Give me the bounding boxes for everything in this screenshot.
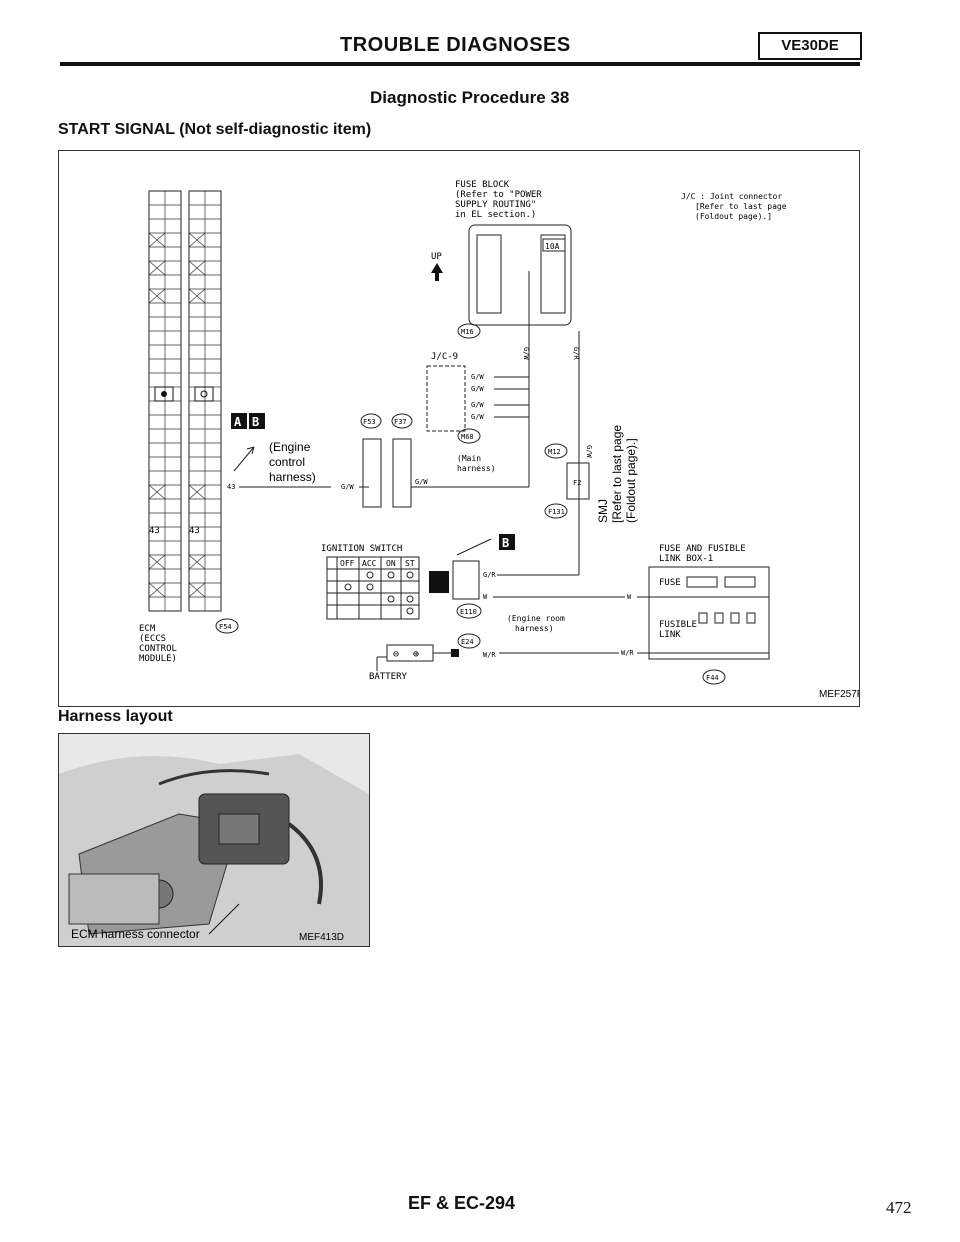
fuse-block-4: in EL section.) (455, 210, 537, 220)
fusible-2: LINK (659, 630, 681, 640)
e110-label: E110 (460, 608, 477, 616)
ecm-label-4: MODULE) (139, 654, 177, 664)
engine-code-badge: VE30DE (758, 32, 862, 60)
harness-layout-image (58, 733, 370, 947)
fuse-10a: 10A (545, 242, 560, 251)
ign-w: W (483, 593, 488, 601)
engine-room-2: harness) (515, 624, 554, 633)
harness-layout-title: Harness layout (58, 708, 173, 725)
page-header-title: TROUBLE DIAGNOSES (340, 34, 571, 56)
f37-label: F37 (394, 418, 407, 426)
diagram-ref-code: MEF257F (819, 689, 859, 700)
ecm-label-2: (ECCS (139, 634, 167, 644)
ign-h-off: OFF (340, 559, 355, 568)
wire-gw-1: G/W (341, 483, 354, 491)
jc9-gw-2: G/W (471, 385, 484, 393)
m68-label: M68 (461, 433, 474, 441)
m16-label: M16 (461, 328, 474, 336)
engine-room-1: (Engine room (507, 614, 565, 623)
procedure-title: Diagnostic Procedure 38 (370, 88, 570, 107)
e24-label: E24 (461, 638, 474, 646)
up-label: UP (431, 252, 442, 262)
f2-label: F2 (573, 479, 582, 487)
smj-3: (Foldout page).] (624, 438, 638, 523)
flb-1: FUSE AND FUSIBLE (659, 544, 746, 554)
engine-control-1: (Engine (269, 440, 311, 454)
pin-43-run: 43 (227, 483, 236, 491)
badge-b: B (252, 415, 260, 429)
header-rule (60, 62, 860, 66)
jc9-gw-1: G/W (471, 373, 484, 381)
wiring-diagram-svg (59, 151, 859, 706)
harness-photo-svg (59, 734, 369, 946)
wiring-diagram (58, 150, 860, 707)
jc9-label: J/C-9 (431, 352, 459, 362)
battery-label: BATTERY (369, 672, 407, 682)
wire-gw-2: G/W (415, 478, 428, 486)
fuse-block-2: (Refer to "POWER (455, 190, 542, 200)
main-harness-1: (Main (457, 454, 482, 463)
jc-note-1: J/C : Joint connector (681, 192, 783, 201)
engine-control-3: harness) (269, 470, 316, 484)
flb-2: LINK BOX-1 (659, 554, 714, 564)
jc-note-3: (Foldout page).] (695, 212, 773, 221)
smj-1: SMJ (596, 499, 610, 523)
badge-b-2: B (502, 536, 510, 550)
jc-note-2: [Refer to last page (695, 202, 787, 211)
f131-label: F131 (548, 508, 565, 516)
m12-gw: G/W (585, 445, 593, 458)
fb-gw: G/W (522, 347, 530, 360)
main-harness-2: harness) (457, 464, 496, 473)
fuse-block-1: FUSE BLOCK (455, 180, 510, 190)
ign-h-acc: ACC (362, 559, 377, 568)
bat-wr: W/R (483, 651, 496, 659)
fuse-15a: FUSE (659, 578, 681, 588)
f53-label: F53 (363, 418, 376, 426)
section-title: START SIGNAL (Not self-diagnostic item) (58, 121, 372, 138)
page-code: EF & EC-294 (408, 1193, 516, 1213)
smj-2: [Refer to last page (610, 424, 624, 523)
f54-label: F54 (219, 623, 232, 631)
jc9-gw-3: G/W (471, 401, 484, 409)
battery-minus: ⊖ (393, 649, 400, 660)
jc9-gw-4: G/W (471, 413, 484, 421)
ign-gr: G/R (483, 571, 496, 579)
ign-h-st: ST (405, 559, 415, 568)
badge-a: A (234, 415, 242, 429)
pin-43-label-2: 43 (189, 526, 200, 536)
harness-ref-code: MEF413D (299, 932, 345, 943)
fl-w: W (627, 593, 632, 601)
pin-43-label: 43 (149, 526, 160, 536)
harness-caption: ECM harness connector (71, 927, 200, 941)
engine-control-2: control (269, 455, 306, 469)
fuse-block-3: SUPPLY ROUTING" (455, 200, 537, 210)
ign-h-on: ON (386, 559, 396, 568)
fb-gr: G/R (572, 347, 580, 360)
fl-wr: W/R (621, 649, 634, 657)
page-number: 472 (886, 1198, 912, 1217)
ecm-label-3: CONTROL (139, 644, 177, 654)
ecm-label-1: ECM (139, 624, 156, 634)
fusible-1: FUSIBLE (659, 620, 697, 630)
f44-label: F44 (706, 674, 719, 682)
m12-label: M12 (548, 448, 561, 456)
battery-plus: ⊕ (413, 649, 420, 660)
ign-switch-label: IGNITION SWITCH (321, 544, 403, 554)
